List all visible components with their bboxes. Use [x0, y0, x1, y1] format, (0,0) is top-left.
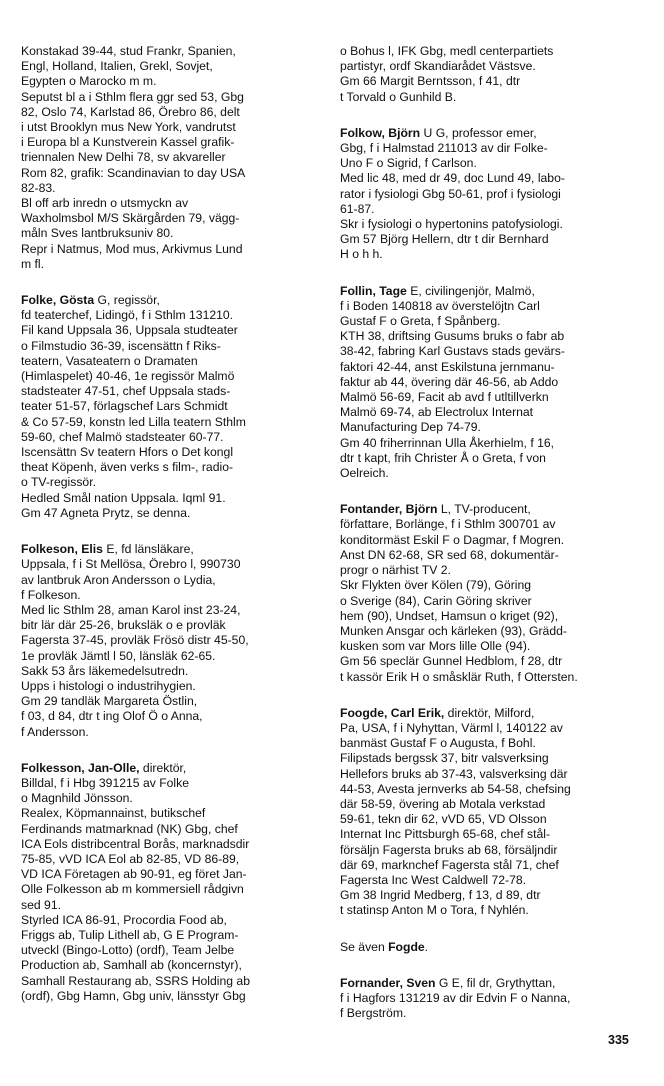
entry-line: Realex, Köpmannainst, butikschef — [21, 806, 206, 821]
entry-line: Filipstads bergssk 37, bitr valsverksing — [340, 751, 549, 766]
entry-line: Malmö 56-69, Facit ab avd f utltillverkn — [340, 390, 549, 405]
entry-line: banmäst Gustaf F o Augusta, f Bohl. — [340, 736, 536, 751]
entry-line: Production ab, Samhall ab (koncernstyr), — [21, 958, 242, 973]
entry-line: måln Sves lantbruksuniv 80. — [21, 226, 174, 241]
entry-line: rator i fysiologi Gbg 50-61, prof i fysiologi — [340, 186, 561, 201]
entry-first-line: E, civilingenjör, Malmö, — [406, 283, 535, 298]
entry-line: fd teaterchef, Lidingö, f i Sthlm 131210. — [21, 308, 234, 323]
entry-first-line: E, fd länsläkare, — [102, 542, 194, 557]
entry-line: o Magnhild Jönsson. — [21, 791, 133, 806]
entry-line: Bl off arb inredn o utsmyckn av — [21, 196, 189, 211]
biography-entry — [340, 502, 640, 684]
biography-entry — [340, 126, 640, 263]
entry-line: Uppsala, f i St Mellösa, Örebro l, 990730 — [21, 557, 241, 572]
entry-line: Med lic 48, med dr 49, doc Lund 49, labo- — [340, 171, 565, 186]
entry-line: av lantbruk Aron Andersson o Lydia, — [21, 572, 216, 587]
see-also — [340, 940, 640, 955]
entry-line: faktur ab 44, övering där 46-56, ab Addo — [340, 374, 559, 389]
entry-name: Foogde, Carl Erik, — [340, 705, 445, 720]
entry-line: teater 51-57, förlagschef Lars Schmidt — [21, 399, 228, 414]
entry-line: Gm 29 tandläk Margareta Östlin, — [21, 694, 198, 709]
entry-line: dtr t kapt, frih Christer Å o Greta, f von — [340, 450, 546, 465]
entry-line: Gm 66 Margit Berntsson, f 41, dtr — [340, 74, 521, 89]
entry-line: 75-85, vVD ICA Eol ab 82-85, VD 86-89, — [21, 851, 240, 866]
biography-entry — [21, 542, 321, 740]
entry-line: författare, Borlänge, f i Sthlm 300701 av — [340, 517, 556, 532]
entry-line: (ordf), Gbg Hamn, Gbg univ, länsstyr Gbg — [21, 988, 246, 1003]
page-number: 335 — [608, 1033, 629, 1047]
entry-name: Fontander, Björn — [340, 502, 438, 517]
entry-line: Ferdinands matmarknad (NK) Gbg, chef — [21, 821, 238, 836]
entry-line: Upps i histologi o industrihygien. — [21, 678, 196, 693]
entry-line: Uno F o Sigrid, f Carlson. — [340, 156, 477, 171]
biography-entry — [340, 284, 640, 482]
entry-line: Fil kand Uppsala 36, Uppsala studteater — [21, 323, 238, 338]
entry-line: Gm 57 Björg Hellern, dtr t dir Bernhard — [340, 232, 549, 247]
biography-entry — [340, 44, 640, 105]
entry-line: KTH 38, driftsing Gusums bruks o fabr ab — [340, 329, 565, 344]
entry-line: Gm 47 Agneta Prytz, se denna. — [21, 505, 191, 520]
entry-line: Med lic Sthlm 28, aman Karol inst 23-24, — [21, 602, 241, 617]
entry-line: hem (90), Undset, Hamsun o kriget (92), — [340, 608, 559, 623]
entry-line: där 69, marknchef Fagersta stål 71, chef — [340, 857, 559, 872]
entry-line: f i Boden 140818 av överstelöjtn Carl — [340, 298, 540, 313]
entry-line: t Torvald o Gunhild B. — [340, 89, 457, 104]
entry-line: f Bergström. — [340, 1006, 407, 1021]
biography-entry — [21, 293, 321, 521]
entry-line: Fagersta Inc West Caldwell 72-78. — [340, 872, 527, 887]
entry-line: Gm 40 friherrinnan Ulla Åkerhielm, f 16, — [340, 435, 555, 450]
entry-line: partistyr, ordf Skandiarådet Västsve. — [340, 59, 536, 74]
entry-name: Folkow, Björn — [340, 125, 421, 140]
entry-line: Hellefors bruks ab 37-43, valsverksing där — [340, 766, 568, 781]
entry-line: f 03, d 84, dtr t ing Olof Ö o Anna, — [21, 709, 203, 724]
entry-name: Folkesson, Jan-Olle, — [21, 760, 140, 775]
entry-line: Munken Ansgar och kärleken (93), Grädd- — [340, 623, 567, 638]
entry-line: f Folkeson. — [21, 587, 81, 602]
entry-line: H o h h. — [340, 247, 383, 262]
entry-line: Repr i Natmus, Mod mus, Arkivmus Lund — [21, 241, 243, 256]
entry-line: i Europa bl a Kunstverein Kassel grafik- — [21, 135, 235, 150]
entry-line: i utst Brooklyn mus New York, vandrutst — [21, 120, 236, 135]
entry-name: Fornander, Sven — [340, 975, 436, 990]
entry-name: Follin, Tage — [340, 283, 407, 298]
entry-first-line: G E, fil dr, Grythyttan, — [435, 975, 556, 990]
entry-first-line: direktör, Milford, — [444, 705, 535, 720]
entry-line: utveckl (Bingo-Lotto) (ordf), Team Jelbe — [21, 943, 235, 958]
entry-line: (Himlaspelet) 40-46, 1e regissör Malmö — [21, 369, 235, 384]
see-also-suffix: . — [424, 939, 429, 954]
entry-line: t kassör Erik H o småsklär Ruth, f Ottersten. — [340, 669, 578, 684]
entry-first-line: G, regissör, — [94, 293, 160, 308]
entry-line: o Filmstudio 36-39, iscensättn f Riks- — [21, 338, 221, 353]
entry-line: faktori 42-44, anst Eskilstuna jernmanu- — [340, 359, 555, 374]
entry-line: Pa, USA, f i Nyhyttan, Värml l, 140122 av — [340, 720, 563, 735]
entry-name: Folkeson, Elis — [21, 542, 103, 557]
biography-entry — [340, 706, 640, 919]
entry-line: t statinsp Anton M o Tora, f Nyhlén. — [340, 903, 529, 918]
entry-line: Egypten o Marocko m m. — [21, 74, 157, 89]
entry-first-line: U G, professor emer, — [420, 125, 537, 140]
entry-line: 59-61, tekn dir 62, vVD 65, VD Olsson — [340, 812, 547, 827]
entry-line: Gm 38 Ingrid Medberg, f 13, d 89, dtr — [340, 888, 541, 903]
entry-line: stadsteater 47-51, chef Uppsala stads- — [21, 384, 231, 399]
entry-line: Olle Folkesson ab m kommersiell rådgivn — [21, 882, 244, 897]
biography-entry — [21, 44, 321, 272]
entry-line: försäljn Fagersta bruks ab 68, försäljndir — [340, 842, 558, 857]
entry-line: 82, Oslo 74, Karlstad 86, Örebro 86, delt — [21, 104, 240, 119]
entry-line: 38-42, fabring Karl Gustavs stads gevärs- — [340, 344, 565, 359]
entry-line: Rom 82, grafik: Scandinavian to day USA — [21, 165, 246, 180]
entry-line: Friggs ab, Tulip Lithell ab, G E Program- — [21, 927, 239, 942]
entry-line: Skr i fysiologi o hypertonins patofysiologi. — [340, 217, 563, 232]
entry-line: & Co 57-59, konstn led Lilla teatern Sthlm — [21, 414, 246, 429]
entry-line: Gustaf F o Greta, f Spånberg. — [340, 314, 501, 329]
entry-line: Samhall Restaurang ab, SSRS Holding ab — [21, 973, 250, 988]
entry-line: konditormäst Eskil F o Dagmar, f Mogren. — [340, 532, 565, 547]
entry-line: 61-87. — [340, 201, 375, 216]
entry-line: Fagersta 37-45, provläk Frösö distr 45-50, — [21, 633, 249, 648]
entry-fornander — [340, 976, 640, 1022]
entry-line: m fl. — [21, 256, 45, 271]
entry-line: sed 91. — [21, 897, 61, 912]
right-column — [340, 44, 640, 1042]
see-also-prefix: Se även — [340, 939, 389, 954]
entry-first-line: L, TV-producent, — [437, 502, 531, 517]
entry-line: Malmö 69-74, ab Electrolux Internat — [340, 405, 534, 420]
entry-line: Internat Inc Pittsburgh 65-68, chef stål- — [340, 827, 551, 842]
entry-line: 59-60, chef Malmö stadsteater 60-77. — [21, 429, 224, 444]
entry-line: Waxholmsbol M/S Skärgården 79, vägg- — [21, 211, 240, 226]
entry-line: bitr lär där 25-26, bruksläk o e provläk — [21, 618, 226, 633]
entry-first-line: direktör, — [139, 760, 187, 775]
entry-line: o TV-regissör. — [21, 475, 96, 490]
entry-line: ICA Eols distribcentral Borås, marknadsdir — [21, 836, 250, 851]
see-also-name: Fogde — [388, 939, 425, 954]
entry-line: 82-83. — [21, 180, 56, 195]
entry-line: Iscensättn Sv teatern Hfors o Det kongl — [21, 445, 234, 460]
entry-line: 44-53, Avesta jernverks ab 54-58, chefsing — [340, 781, 571, 796]
entry-line: triennalen New Delhi 78, sv akvareller — [21, 150, 226, 165]
entry-line: Gbg, f i Halmstad 211013 av dir Folke- — [340, 141, 548, 156]
entry-line: Engl, Holland, Italien, Grekl, Sovjet, — [21, 59, 213, 74]
entry-line: Manufacturing Dep 74-79. — [340, 420, 481, 435]
entry-line: o Bohus l, IFK Gbg, medl centerpartiets — [340, 44, 554, 58]
entry-line: Sakk 53 års läkemedelsutredn. — [21, 663, 189, 678]
entry-line: f i Hagfors 131219 av dir Edvin F o Nanna, — [340, 990, 571, 1005]
entry-line: 1e provläk Jämtl l 50, länsläk 62-65. — [21, 648, 216, 663]
left-column — [21, 44, 321, 1025]
entry-line: kusken som var Mors lille Olle (94). — [340, 639, 531, 654]
entry-line: Styrled ICA 86-91, Procordia Food ab, — [21, 912, 227, 927]
entry-line: Hedled Smål nation Uppsala. Iqml 91. — [21, 490, 226, 505]
entry-line: progr o närhist TV 2. — [340, 563, 451, 578]
entry-line: Billdal, f i Hbg 391215 av Folke — [21, 775, 190, 790]
entry-line: Skr Flykten över Kölen (79), Göring — [340, 578, 532, 593]
entry-line: theat Köpenh, även verks s film-, radio- — [21, 460, 234, 475]
entry-line: VD ICA Företagen ab 90-91, eg föret Jan- — [21, 867, 247, 882]
entry-name: Folke, Gösta — [21, 293, 95, 308]
biography-entry — [21, 761, 321, 1004]
entry-line: där 58-59, övering ab Motala verkstad — [340, 796, 546, 811]
entry-line: f Andersson. — [21, 724, 89, 739]
entry-line: Gm 56 speclär Gunnel Hedblom, f 28, dtr — [340, 654, 563, 669]
entry-line: Anst DN 62-68, SR sed 68, dokumentär- — [340, 547, 559, 562]
entry-line: o Sverige (84), Carin Göring skriver — [340, 593, 532, 608]
entry-line: teatern, Vasateatern o Dramaten — [21, 353, 198, 368]
entry-line: Oelreich. — [340, 466, 389, 481]
entry-line: Konstakad 39-44, stud Frankr, Spanien, — [21, 44, 236, 58]
entry-line: Seputst bl a i Sthlm flera ggr sed 53, Gbg — [21, 89, 244, 104]
